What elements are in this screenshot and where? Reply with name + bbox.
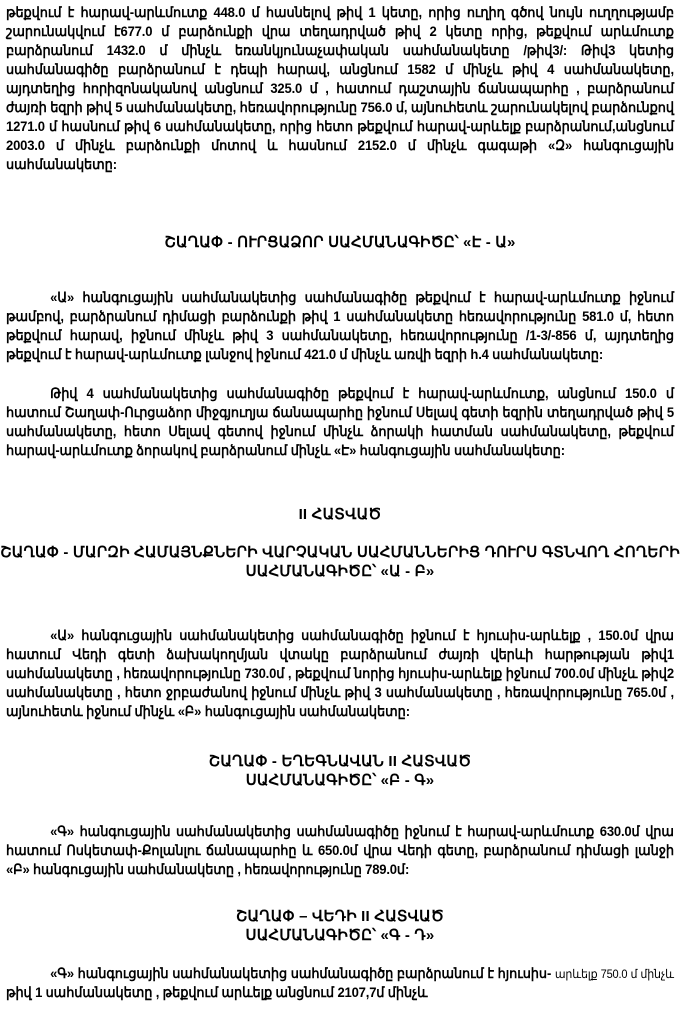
paragraph-text: «Գ» հանգուցային սահմանակետից սահմանագիծը իջնում է հարավ-արևմուտք 630.0մ վրա հատում Ոսկետափ-Քոլանլու ճանապարհը և 650.0մ վրա Վեդի գետը, բարձրանում դիմացի լանջի «Բ» հանգուցային սահմանակետը , հեռավորությունը 789.0մ: [6, 824, 674, 878]
paragraph-g-b [6, 823, 674, 880]
paragraph-a-boundary [6, 289, 674, 365]
paragraph-text: Թիվ 4 սահմանակետից սահմանագիծը թեքվում է հարավ-արևմուտք, անցնում 150.0 մ հատում Շաղափ-Ուրցաձոր միջգյուղյա ճանապարհը իջնում Սելավ գետի եզրին տեղադրված թիվ 5 սահմանակետը, հետո Սելավ գետով իջնում մինչև ձորակի հատման սահմանակետը, թեքվում հարավ-արևմուտք ձորակով բարձրանում մինչև «Է» հանգուցային սահմանակետը: [6, 386, 674, 459]
section-heading-ii: II ՀԱՏՎԱԾ [298, 506, 382, 523]
heading-marz-line1: ՇԱՂԱՓ - ՄԱՐԶԻ ՀԱՄԱՅՆՔՆԵՐԻ ՎԱՐՉԱԿԱՆ ՍԱՀՄԱՆՆԵՐԻՑ ԴՈՒՐՍ ԳՏՆՎՈՂ ՀՈՂԵՐԻ [0, 544, 680, 561]
paragraph-text-small: արևելք 750.0 մ մինչև [554, 967, 674, 981]
heading-marz-line2: ՍԱՀՄԱՆԱԳԻԾԸ՝ «Ա - Բ» [245, 563, 435, 580]
paragraph-text: թեքվում է հարավ-արևմուտք 448.0 մ հասնելով թիվ 1 կետը, որից ուղիղ գծով նույն ուղղությամբ շարունակվում է677.0 մ բարձունքի վրա տեղադրված թիվ 2 կետը որից, թեքվում արևմուտք բարձրանում 1432.0 մ մինչև եռանկյունաչափական սահմանակետը /թիվ3/: Թիվ3 կետից սահմանագիծը բարձրանում է դեպի հարավ, անցնում 1582 մ մինչև թիվ 4 սահմանակետը, այդտեղից հորիզոնականով անցնում 325.0 մ , հատում դաշտային ճանապարհը , բարձրանում ժայռի եզրի թիվ 5 սահմանակետը, հեռավորությունը 756.0 մ, այնուհետև շարունակելով բարձունքով 1271.0 մ հասնում թիվ 6 սահմանակետը, որից հետո թեքվում հարավ-արևելք բարձրանում,անցնում 2003.0 մ մինչև բարձունքի մոտով և հասնում 2152.0 մ մինչև գագաթի «Զ» հանգուցային սահմանակետը: [6, 5, 674, 173]
paragraph-intro [6, 4, 674, 175]
paragraph-point-4 [6, 385, 674, 461]
paragraph-a-b [6, 627, 674, 722]
heading-yeghegnavan-line2: ՍԱՀՄԱՆԱԳԻԾԸ՝ «Բ - Գ» [245, 772, 435, 789]
paragraph-text: թիվ 1 սահմանակետը , թեքվում արևելք անցնում 2107,7մ մինչև [6, 985, 428, 1001]
paragraph-text: «Ա» հանգուցային սահմանակետից սահմանագիծը իջնում է հյուսիս-արևելք , 150.0մ վրա հատում Վեդի գետի ձախակողմյան վտակը բարձրանում ժայռի վերևի հարթության թիվ1 սահմանակետը , հեռավորությունը 730.0մ , թեքվում նորից հյուսիս-արևելք իջնում 700.0մ մինչև թիվ2 սահմանակետը , հետո ջրբաժանով իջնում մինչև թիվ 3 սահմանակետը , հեռավորությունը 765.0մ , այնուհետև իջնում մինչև «Բ» հանգուցային սահմանակետը: [6, 628, 674, 720]
heading-vedi-line2: ՍԱՀՄԱՆԱԳԻԾԸ՝ «Գ - Դ» [245, 927, 435, 944]
heading-yeghegnavan-line1: ՇԱՂԱՓ - ԵՂԵԳՆԱՎԱՆ II ՀԱՏՎԱԾ [208, 753, 472, 770]
paragraph-text: «Ա» հանգուցային սահմանակետից սահմանագիծը թեքվում է հարավ-արևմուտք իջնում թամբով, բարձրանում դիմացի բարձունքի թիվ 1 սահմանակետը հեռավորությունը 581.0 մ, հետո թեքվում հարավ, իջնում մինչև թիվ 3 սահմանակետը, հեռավորությունը /1-3/-856 մ, այդտեղից թեքվում է հարավ-արևմուտք լանջով իջնում 421.0 մ մինչև առվի եզրի h.4 սահմանակետը: [6, 290, 674, 363]
heading-shaghap-urtsadzor: ՇԱՂԱՓ - ՈՒՐՑԱՁՈՐ ՍԱՀՄԱՆԱԳԻԾԸ՝ «Է - Ա» [164, 234, 516, 251]
paragraph-g-d [6, 965, 674, 1003]
heading-vedi-line1: ՇԱՂԱՓ – ՎԵԴԻ II ՀԱՏՎԱԾ [235, 908, 445, 925]
paragraph-text: «Գ» հանգուցային սահմանակետից սահմանագիծը բարձրանում է հյուսիս- [50, 966, 552, 982]
